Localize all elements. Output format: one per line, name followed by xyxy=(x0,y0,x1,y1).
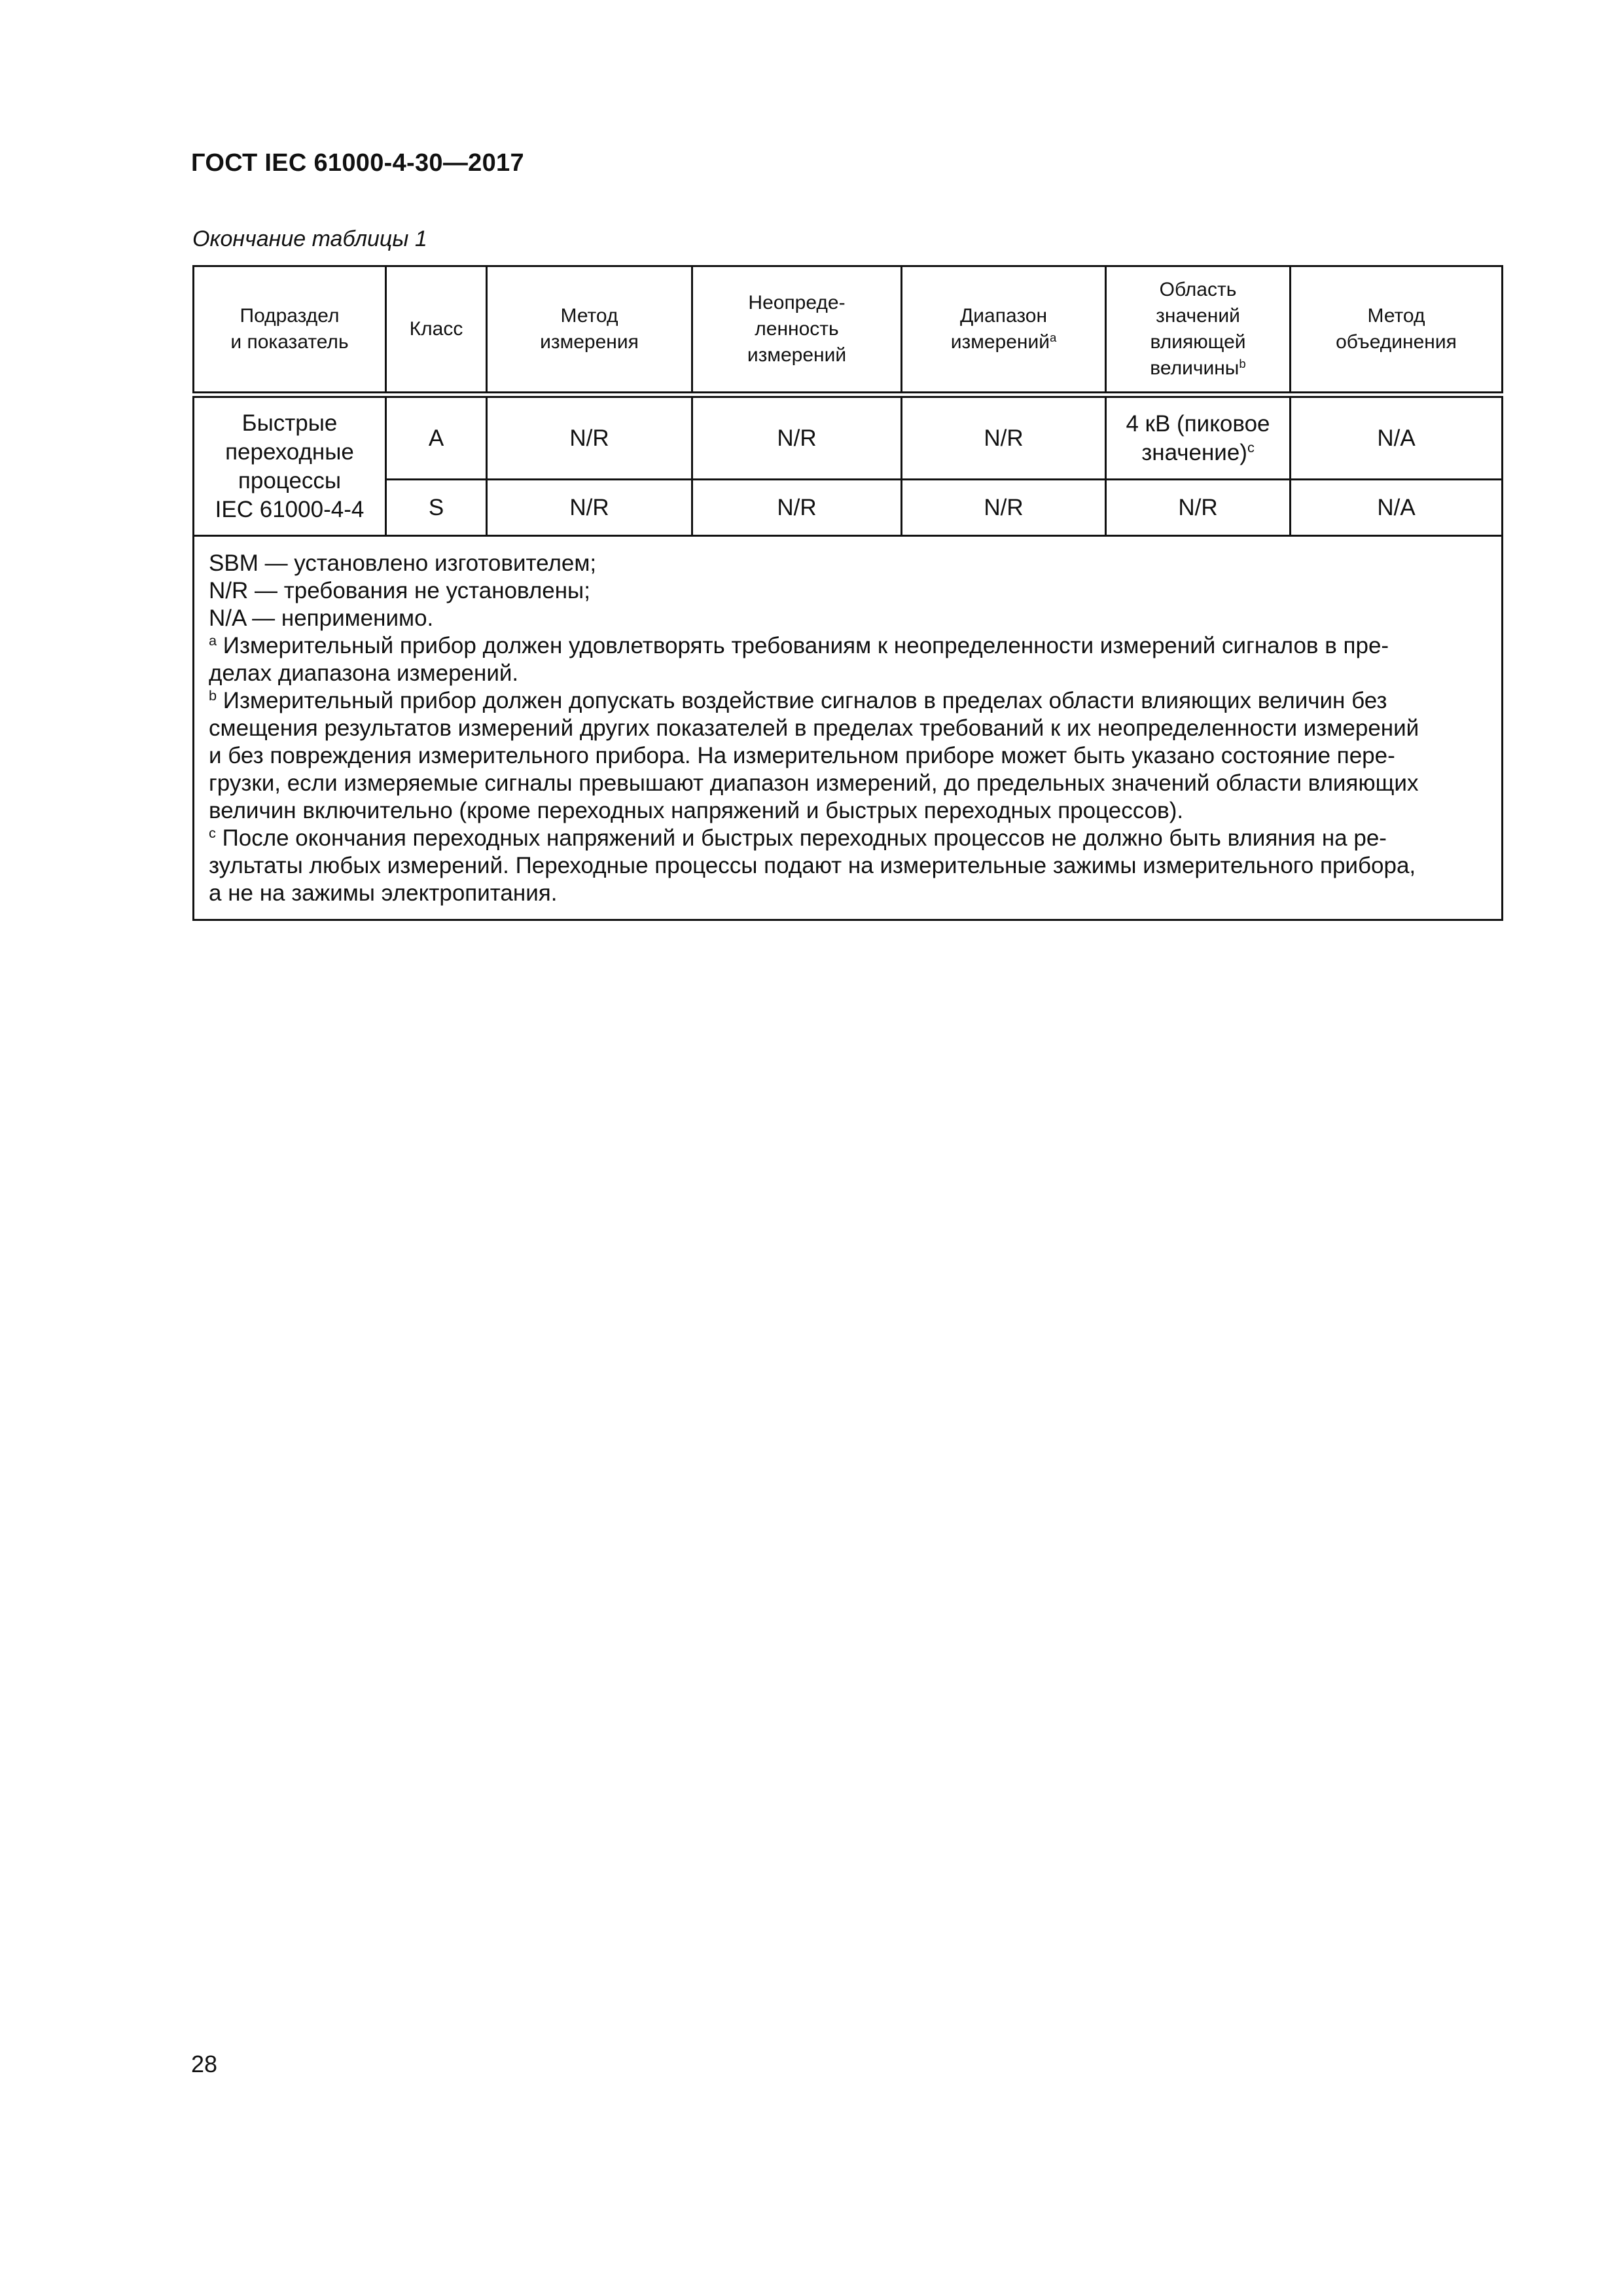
cell-method: N/R xyxy=(487,395,692,480)
column-header-subsection: Подраздел и показатель xyxy=(194,266,386,395)
table-header-row xyxy=(194,266,1503,395)
cell-class: S xyxy=(386,480,487,536)
cell-influence: 4 кВ (пиковое значение)$^c$ xyxy=(1106,395,1291,480)
cell-influence: N/R xyxy=(1106,480,1291,536)
column-header-class: Класс xyxy=(386,266,487,395)
footnote-mark-a: a xyxy=(1049,330,1057,344)
footnote-b: $^b$ Измерительный прибор должен допускать воздействие сигналов в пределах области влияющих величин без xyxy=(209,687,1387,713)
cell-class: A xyxy=(386,395,487,480)
column-header-uncertainty: Неопреде- ленность измерений xyxy=(692,266,902,395)
table-caption: Окончание таблицы 1 xyxy=(192,226,427,251)
footnote-mark-b: b xyxy=(1239,356,1246,370)
cell-range: N/R xyxy=(902,480,1106,536)
footnote-mark-c: c xyxy=(1247,439,1255,456)
cell-uncertainty: N/R xyxy=(692,480,902,536)
table-notes-row xyxy=(194,536,1503,920)
page-number: 28 xyxy=(191,2051,218,2077)
abbreviation-nr: N/R — требования не установлены; xyxy=(209,578,590,603)
column-header-aggregation: Метод объединения xyxy=(1291,266,1503,395)
cell-method: N/R xyxy=(487,480,692,536)
requirements-table xyxy=(192,265,1503,921)
table-notes: SBM — установлено изготовителем; N/R — требования не установлены; N/A — неприменимо. $^a$ Измерительный прибор должен удовлетворять требованиям к неопределенности измерений сигналов в пре- делах диапазона измерений. $^b$ Измерительный прибор должен допускать воздействие сигналов в пределах области влияющих величин без смещения результатов измерений других показателей в пределах требований к их неопределенности измерений и без повреждения измерительного прибора. На измерительном приборе может быть указано состояние пере- грузки, если измеряемые сигналы превышают диапазон измерений, до предельных значений области влияющих величин включительно (кроме переходных напряжений и быстрых переходных процессов). $^c$ После окончания переходных напряжений и быстрых переходных процессов не должно быть влияния на ре- зультаты любых измерений. Переходные процессы подают на измерительные зажимы измерительного прибора, а не на зажимы электропитания. xyxy=(194,536,1503,920)
abbreviation-sbm: SBM — установлено изготовителем; xyxy=(209,550,597,576)
table-row-class-s xyxy=(194,480,1503,536)
section-cell: Быстрые переходные процессы IEC 61000-4-4 xyxy=(194,395,386,536)
cell-aggregation: N/A xyxy=(1291,480,1503,536)
column-header-range: Диапазон измерений$^a$ xyxy=(902,266,1106,395)
abbreviation-na: N/A — неприменимо. xyxy=(209,605,434,631)
cell-uncertainty: N/R xyxy=(692,395,902,480)
table-row-class-a xyxy=(194,395,1503,480)
cell-aggregation: N/A xyxy=(1291,395,1503,480)
column-header-influence: Область значений влияющей величины$^b$ xyxy=(1106,266,1291,395)
footnote-a: $^a$ Измерительный прибор должен удовлетворять требованиям к неопределенности измерений сигналов в пре- xyxy=(209,632,1389,658)
footnote-c: $^c$ После окончания переходных напряжений и быстрых переходных процессов не должно быть влияния на ре- xyxy=(209,825,1387,851)
cell-range: N/R xyxy=(902,395,1106,480)
document-header: ГОСТ IEC 61000-4-30—2017 xyxy=(191,149,524,177)
column-header-method: Метод измерения xyxy=(487,266,692,395)
